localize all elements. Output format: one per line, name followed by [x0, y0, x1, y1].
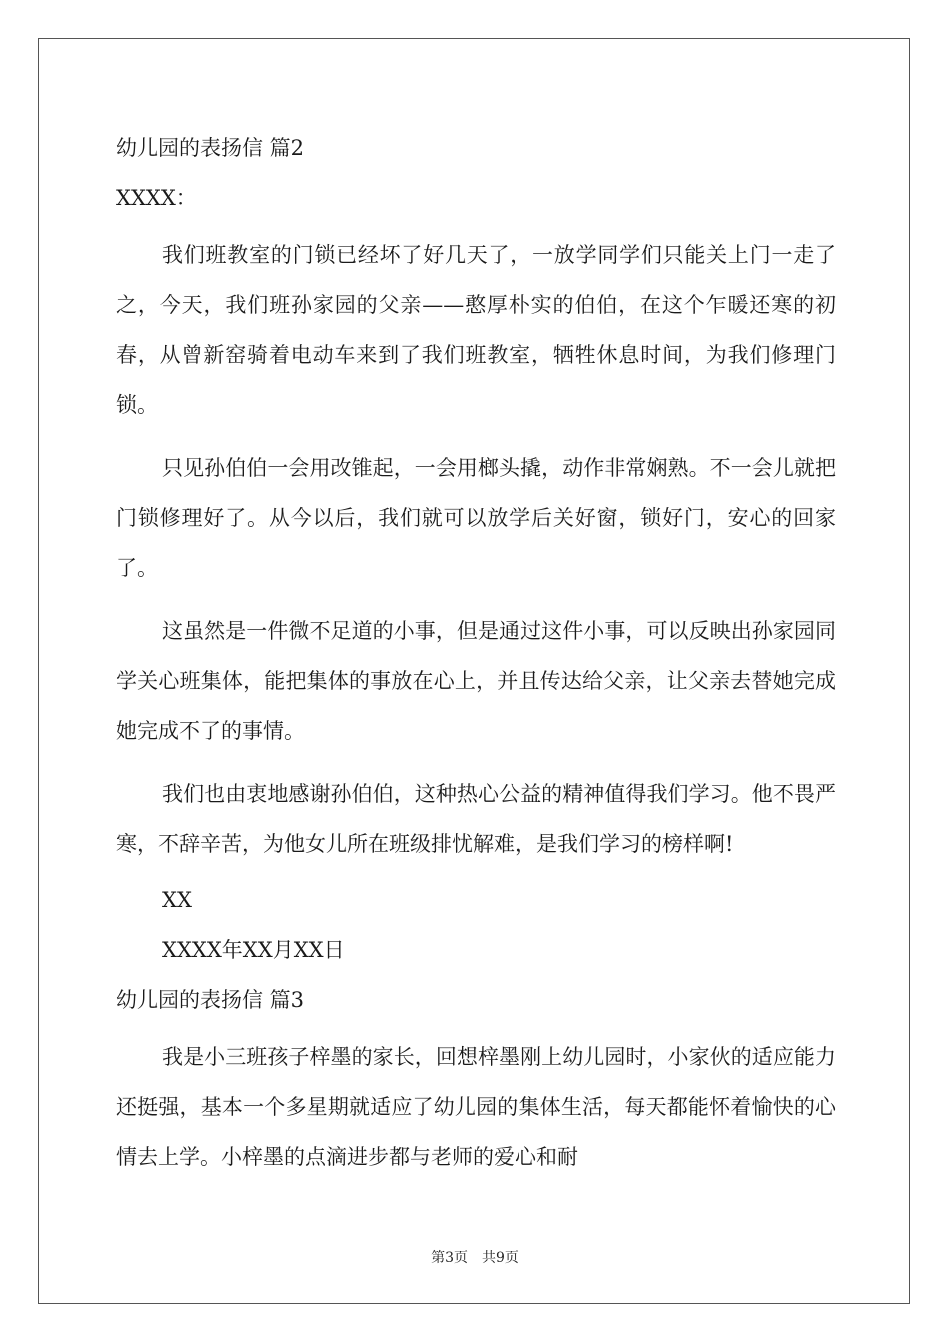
page-footer [0, 1247, 950, 1267]
signature: XX [162, 888, 192, 912]
paragraph: 只见孙伯伯一会用改锥起，一会用榔头撬，动作非常娴熟。不一会儿就把门锁修理好了。从今以后，我们就可以放学后关好窗，锁好门，安心的回家了。 [116, 456, 836, 580]
section-heading: 幼儿园的表扬信 篇2 [116, 136, 305, 160]
page-number: 第3页 [431, 1250, 468, 1266]
section-heading: 幼儿园的表扬信 篇3 [116, 988, 305, 1012]
paragraph: 这虽然是一件微不足道的小事，但是通过这件小事，可以反映出孙家园同学关心班集体，能把集体的事放在心上，并且传达给父亲，让父亲去替她完成她完成不了的事情。 [116, 619, 836, 743]
paragraph: 我们也由衷地感谢孙伯伯，这种热心公益的精神值得我们学习。他不畏严寒，不辞辛苦，为他女儿所在班级排忧解难，是我们学习的榜样啊! [116, 782, 836, 856]
paragraph: 我们班教室的门锁已经坏了好几天了，一放学同学们只能关上门一走了之，今天，我们班孙家园的父亲——憨厚朴实的伯伯，在这个乍暖还寒的初春，从曾新窑骑着电动车来到了我们班教室，牺牲休息时间，为我们修理门锁。 [116, 243, 836, 417]
salutation: XXXX： [116, 186, 197, 210]
date: XXXX年XX月XX日 [162, 938, 345, 962]
page-total: 共9页 [482, 1250, 519, 1266]
paragraph: 我是小三班孩子梓墨的家长，回想梓墨刚上幼儿园时，小家伙的适应能力还挺强，基本一个多星期就适应了幼儿园的集体生活，每天都能怀着愉快的心情去上学。小梓墨的点滴进步都与老师的爱心和耐 [116, 1045, 836, 1169]
document-body [116, 130, 836, 1195]
